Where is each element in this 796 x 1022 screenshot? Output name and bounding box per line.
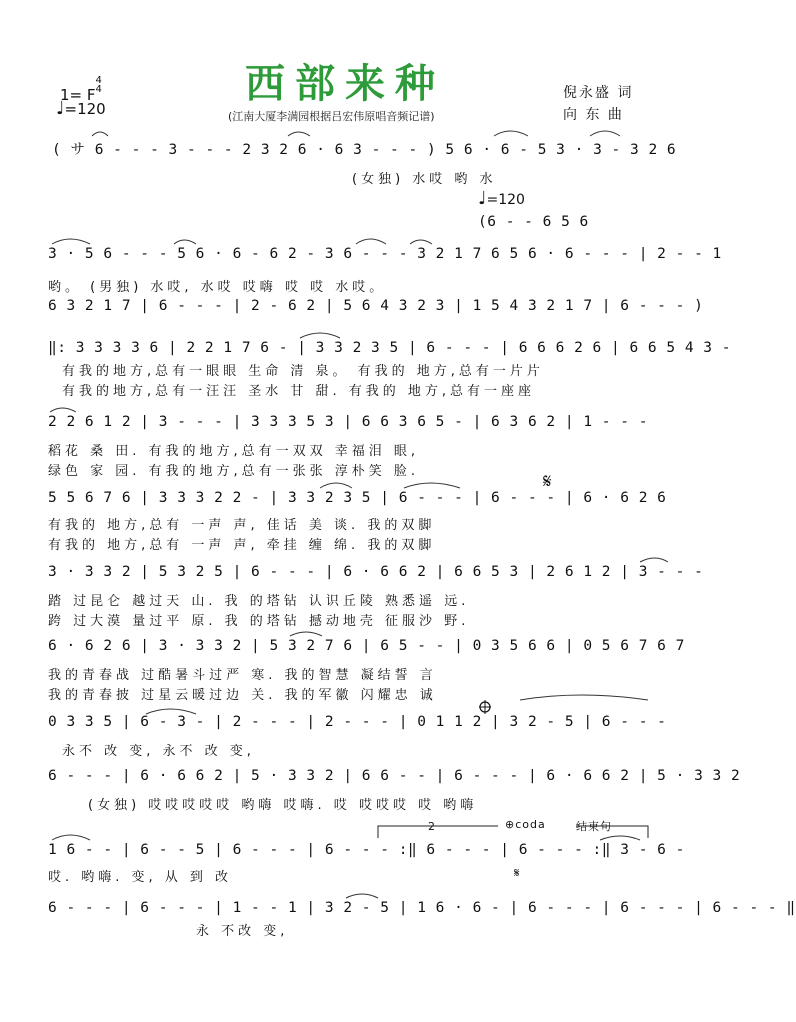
- time-bottom: 4: [95, 84, 102, 95]
- lyric-line-9: 永不 改 变, 永不 改 变,: [62, 744, 255, 759]
- score-line-1: ( サ 6 - - - 3 - - - 2 3 2 6 · 6 3 - - - ) 5 6 · 6 - 5 3 · 3 - 3 2 6: [52, 142, 677, 158]
- key-label: 1= F: [60, 86, 96, 104]
- lyric-line-8b: 我的青春披 过星云暖过边 关. 我的军徽 闪耀忠 诚: [48, 688, 437, 703]
- score-line-10: 6 - - - | 6 · 6 6 2 | 5 · 3 3 2 | 6 6 - - | 6 - - - | 6 · 6 6 2 | 5 · 3 3 2: [48, 768, 741, 784]
- lyric-line-10: (女独) 哎哎哎哎哎 哟嗨 哎嗨. 哎 哎哎哎 哎 哟嗨: [88, 798, 478, 813]
- lyric-line-11: 哎. 哟嗨. 变, 从 到 改: [48, 870, 233, 885]
- score-intro-fragment: (6 - - 6 5 6: [478, 214, 589, 230]
- lyricist-credit: 倪永盛 词: [563, 85, 634, 101]
- volta-brackets: [378, 826, 648, 838]
- time-top: 4: [95, 75, 102, 86]
- tempo-change-value: =120: [486, 192, 525, 208]
- lyric-line-4b: 有我的地方,总有一汪汪 圣水 甘 甜. 有我的 地方,总有一座座: [62, 384, 536, 399]
- lyric-line-6a: 有我的 地方,总有 一声 声, 佳话 美 谈. 我的双脚: [48, 518, 436, 533]
- score-line-9: 0 3 3 5 | 6 - 3 - | 2 - - - | 2 - - - | 0 1 1 2 | 3 2 - 5 | 6 - - -: [48, 714, 667, 730]
- lyric-line-8a: 我的青春战 过酷暑斗过严 寒. 我的智慧 凝结誓 言: [48, 668, 437, 683]
- lyric-line-5b: 绿色 家 园. 有我的地方,总有一张张 淳朴笑 脸.: [48, 464, 420, 479]
- segno-icon: 𝄋: [543, 469, 552, 493]
- quarter-note-icon: ♩: [56, 98, 65, 119]
- lyric-line-7b: 跨 过大漠 量过平 原. 我 的塔钻 撼动地壳 征服沙 野.: [48, 614, 470, 629]
- composer-credit: 向 东 曲: [563, 107, 624, 123]
- score-line-7: 3 · 3 3 2 | 5 3 2 5 | 6 - - - | 6 · 6 6 2 | 6 6 5 3 | 2 6 1 2 | 3 - - -: [48, 564, 704, 580]
- quarter-note-icon-2: ♩: [478, 188, 487, 209]
- coda-circle-icon: [479, 700, 491, 714]
- lyric-line-1: (女独) 水哎 哟 水: [352, 172, 497, 187]
- lyric-line-7a: 踏 过昆仑 越过天 山. 我 的塔钻 认识丘陵 熟悉遥 远.: [48, 594, 470, 609]
- lyric-line-2: 哟。 (男独) 水哎, 水哎 哎嗨 哎 哎 水哎。: [48, 280, 387, 295]
- score-line-12: 6 - - - | 6 - - - | 1 - - 1 | 3 2 - 5 | 1 6 · 6 - | 6 - - - | 6 - - - | 6 - - - ‖: [48, 900, 796, 916]
- score-line-11: 1 6 - - | 6 - - 5 | 6 - - - | 6 - - - :‖ 6 - - - | 6 - - - :‖ 3 - 6 -: [48, 842, 685, 858]
- score-line-8: 6 · 6 2 6 | 3 · 3 3 2 | 5 3 2 7 6 | 6 5 - - | 0 3 5 6 6 | 0 5 6 7 6 7: [48, 638, 685, 654]
- lyric-line-6b: 有我的 地方,总有 一声 声, 牵挂 缠 绵. 我的双脚: [48, 538, 436, 553]
- volta-2-label: 2: [428, 820, 436, 833]
- score-line-3: 6 3 2 1 7 | 6 - - - | 2 - 6 2 | 5 6 4 3 2 3 | 1 5 4 3 2 1 7 | 6 - - - ): [48, 298, 704, 314]
- score-line-5: 2 2 6 1 2 | 3 - - - | 3 3 3 5 3 | 6 6 3 6 5 - | 6 3 6 2 | 1 - - -: [48, 414, 648, 430]
- lyric-line-4a: 有我的地方,总有一眼眼 生命 清 泉。 有我的 地方,总有一片片: [62, 364, 544, 379]
- slurs: [50, 131, 668, 898]
- tempo-value: =120: [64, 100, 106, 118]
- song-title: 西部来种: [245, 61, 445, 107]
- score-line-2: 3 · 5 6 - - - 5 6 · 6 - 6 2 - 3 6 - - - 3 2 1 7 6 5 6 · 6 - - - | 2 - - 1: [48, 246, 722, 262]
- ending-label: 结束句: [576, 820, 612, 833]
- coda-icon: ⊕: [505, 818, 516, 831]
- coda-label: coda: [515, 818, 546, 831]
- segno-sign-small: 𝄋: [514, 866, 520, 881]
- lyric-line-12: 永 不改 变,: [196, 924, 289, 939]
- lyric-line-5a: 稻花 桑 田. 有我的地方,总有一双双 幸福泪 眼,: [48, 444, 420, 459]
- score-line-4: ‖: 3 3 3 3 6 | 2 2 1 7 6 - | 3 3 2 3 5 | 6 - - - | 6 6 6 2 6 | 6 6 5 4 3 -: [48, 340, 732, 356]
- subtitle: (江南大厦李满园根据吕宏伟原唱音频记谱): [228, 110, 435, 123]
- score-line-6: 5 5 6 7 6 | 3 3 3 2 2 - | 3 3 2 3 5 | 6 - - - | 6 - - - | 6 · 6 2 6: [48, 490, 667, 506]
